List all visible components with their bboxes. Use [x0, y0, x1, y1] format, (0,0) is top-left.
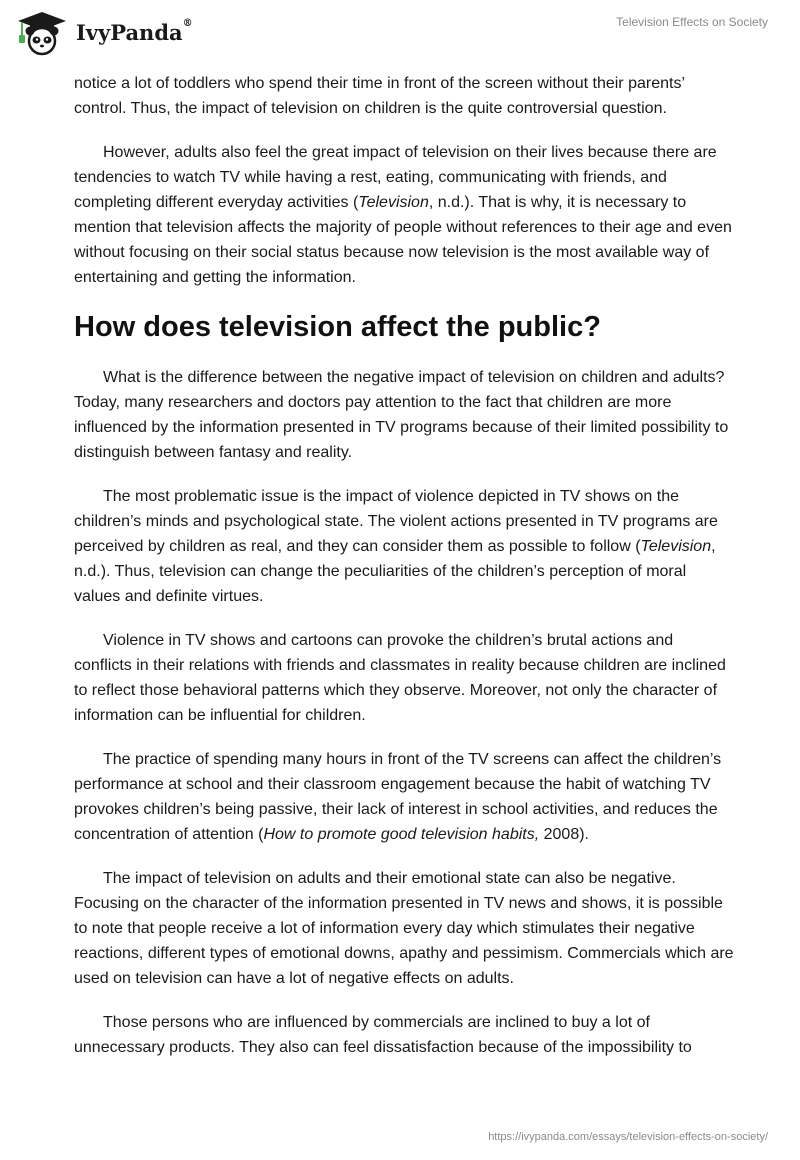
- paragraph: Violence in TV shows and cartoons can provoke the children’s brutal actions and conflicts in their relations with friends and classmates in reality because children are inclined to reflect those behavioral patterns which they observe. Moreover, not only the character of information can be influential for children.: [74, 632, 726, 724]
- page-header: [0, 0, 800, 62]
- brand-logo[interactable]: [16, 8, 191, 54]
- paragraph: The most problematic issue is the impact of violence depicted in TV shows on the children’s minds and psychological state. The violent actions presented in TV programs are perceived by children as real, and they can consider them as possible to follow (Television, n.d.). Thus, television can change the peculiarities of the children’s perception of moral values and definite virtues.: [74, 488, 718, 605]
- paragraph: However, adults also feel the great impact of television on their lives because there are tendencies to watch TV while having a rest, eating, communicating with friends, and completing different everyday activities (Television, n.d.). That is why, it is necessary to mention that television affects the majority of people without references to their age and even without focusing on their social status because now television is the most available way of entertaining and getting the information.: [74, 144, 732, 286]
- panda-graduation-cap-icon: [16, 10, 68, 56]
- paragraph: Those persons who are influenced by commercials are inclined to buy a lot of unnecessary products. They also can feel dissatisfaction because of the impossibility to: [74, 1014, 692, 1056]
- source-url[interactable]: https://ivypanda.com/essays/television-effects-on-society/: [488, 1131, 768, 1143]
- citation-title: Television: [640, 538, 712, 555]
- paragraph: The practice of spending many hours in front of the TV screens can affect the children’s performance at school and their classroom engagement because the habit of watching TV provokes children’s being passive, their lack of interest in school activities, and reduces the concentration of attention (How to promote good television habits, 2008).: [74, 751, 722, 843]
- essay-body: [74, 71, 734, 1079]
- brand-name: IvyPanda®: [76, 18, 193, 45]
- citation-title: Television: [358, 194, 429, 211]
- paragraph: notice a lot of toddlers who spend their time in front of the screen without their parents’ control. Thus, the impact of television on children is the quite controversial question.: [74, 75, 685, 117]
- paragraph: The impact of television on adults and their emotional state can also be negative. Focusing on the character of the information presented in TV news and shows, it is possible to note that people receive a lot of information every day which stimulates their negative reactions, different types of emotional downs, apathy and pessimism. Commercials which are used on television can have a lot of negative effects on adults.: [74, 870, 734, 987]
- citation-title: How to promote good television habits,: [263, 826, 540, 843]
- document-title: Television Effects on Society: [616, 15, 768, 29]
- paragraph: What is the difference between the negative impact of television on children and adults? Today, many researchers and doctors pay attention to the fact that children are more influenced by the information presented in TV programs because of their limited possibility to distinguish between fantasy and reality.: [74, 369, 729, 461]
- section-heading: How does television affect the public?: [74, 311, 601, 343]
